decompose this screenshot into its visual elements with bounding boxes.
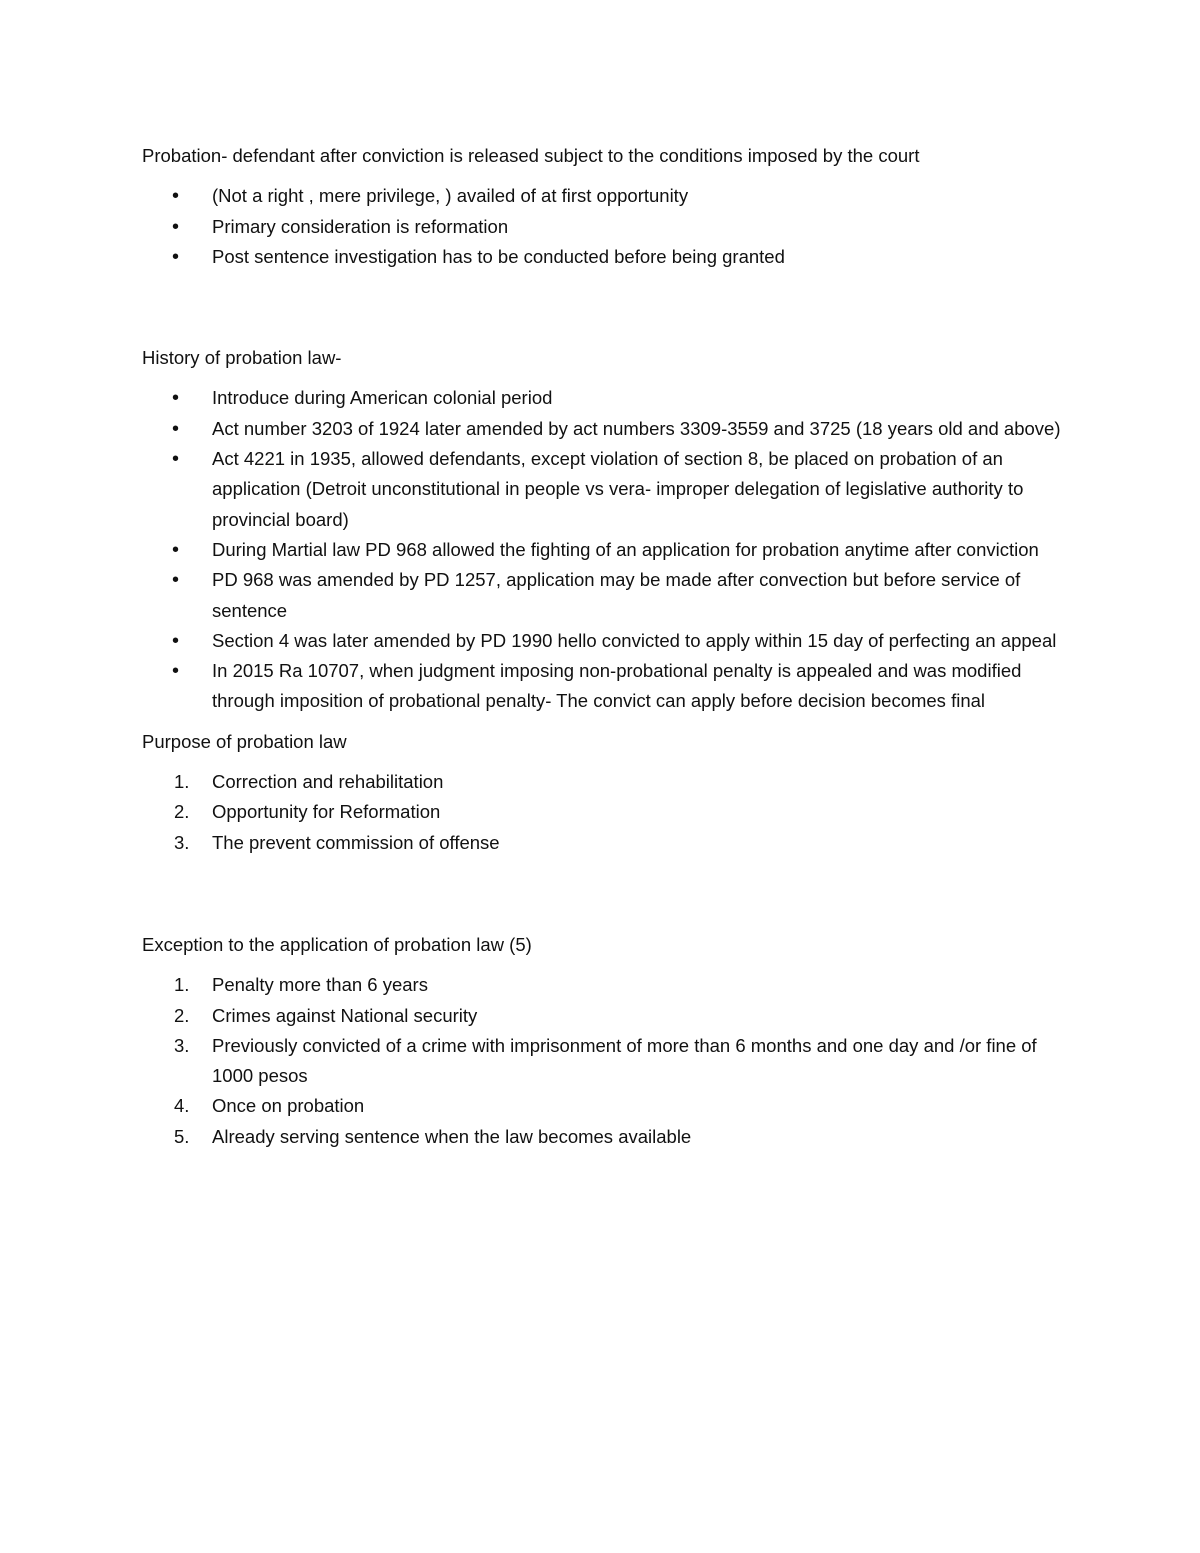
list-number: 2.	[174, 1004, 190, 1026]
list-item-text: Already serving sentence when the law becomes available	[212, 1125, 692, 1147]
exceptions-heading: Exception to the application of probation law (5)	[142, 933, 532, 955]
list-item-text: Penalty more than 6 years	[212, 974, 428, 996]
list-item: • Act 4221 in 1935, allowed defendants, except violation of section 8, be placed on probation of an application (Detroit unconstitutional in people vs vera- improper delegation of legislative authority to provincial board)	[142, 444, 1062, 535]
list-item-text: Once on probation	[212, 1095, 365, 1117]
list-number: 4.	[174, 1095, 190, 1117]
list-item: • (Not a right , mere privilege, ) availed of at first opportunity	[142, 181, 1062, 211]
list-number: 3.	[174, 831, 190, 853]
history-bullet-list	[142, 383, 1062, 716]
purpose-numbered-list	[142, 767, 1062, 858]
list-number: 5.	[174, 1125, 190, 1147]
list-item: • In 2015 Ra 10707, when judgment imposing non-probational penalty is appealed and was modified through imposition of probational penalty- The convict can apply before decision becomes final	[142, 656, 1062, 717]
list-item	[142, 1031, 1062, 1092]
list-item-text: Opportunity for Reformation	[212, 801, 441, 823]
list-item	[142, 767, 1062, 797]
list-item-text: Previously convicted of a crime with imprisonment of more than 6 months and one day and /or fine of 1000 pesos	[212, 1034, 1037, 1087]
list-item: • Post sentence investigation has to be conducted before being granted	[142, 242, 1062, 272]
list-item: • PD 968 was amended by PD 1257, application may be made after convection but before service of sentence	[142, 565, 1062, 626]
list-item: • Section 4 was later amended by PD 1990 hello convicted to apply within 15 day of perfecting an appeal	[142, 626, 1062, 656]
list-item-text: The prevent commission of offense	[212, 831, 500, 853]
list-item-text: Correction and rehabilitation	[212, 771, 444, 793]
probation-bullet-list	[142, 181, 1062, 272]
history-heading: History of probation law-	[142, 347, 342, 369]
list-item	[142, 1001, 1062, 1031]
list-item: • During Martial law PD 968 allowed the fighting of an application for probation anytime after conviction	[142, 535, 1062, 565]
list-item	[142, 1122, 1062, 1152]
list-number: 3.	[174, 1034, 190, 1056]
list-item: • Act number 3203 of 1924 later amended by act numbers 3309-3559 and 3725 (18 years old and above)	[142, 414, 1062, 444]
probation-definition: Probation- defendant after conviction is released subject to the conditions imposed by the court	[142, 145, 920, 166]
purpose-heading: Purpose of probation law	[142, 730, 347, 752]
list-item	[142, 828, 1062, 858]
list-item-text: Crimes against National security	[212, 1004, 478, 1026]
list-number: 1.	[174, 771, 190, 793]
list-item: • Primary consideration is reformation	[142, 212, 1062, 242]
list-item	[142, 970, 1062, 1000]
list-item	[142, 1091, 1062, 1121]
list-number: 1.	[174, 974, 190, 996]
list-item	[142, 797, 1062, 827]
document-body	[142, 141, 1062, 1152]
list-number: 2.	[174, 801, 190, 823]
list-item: • Introduce during American colonial period	[142, 383, 1062, 413]
exceptions-numbered-list	[142, 970, 1062, 1152]
